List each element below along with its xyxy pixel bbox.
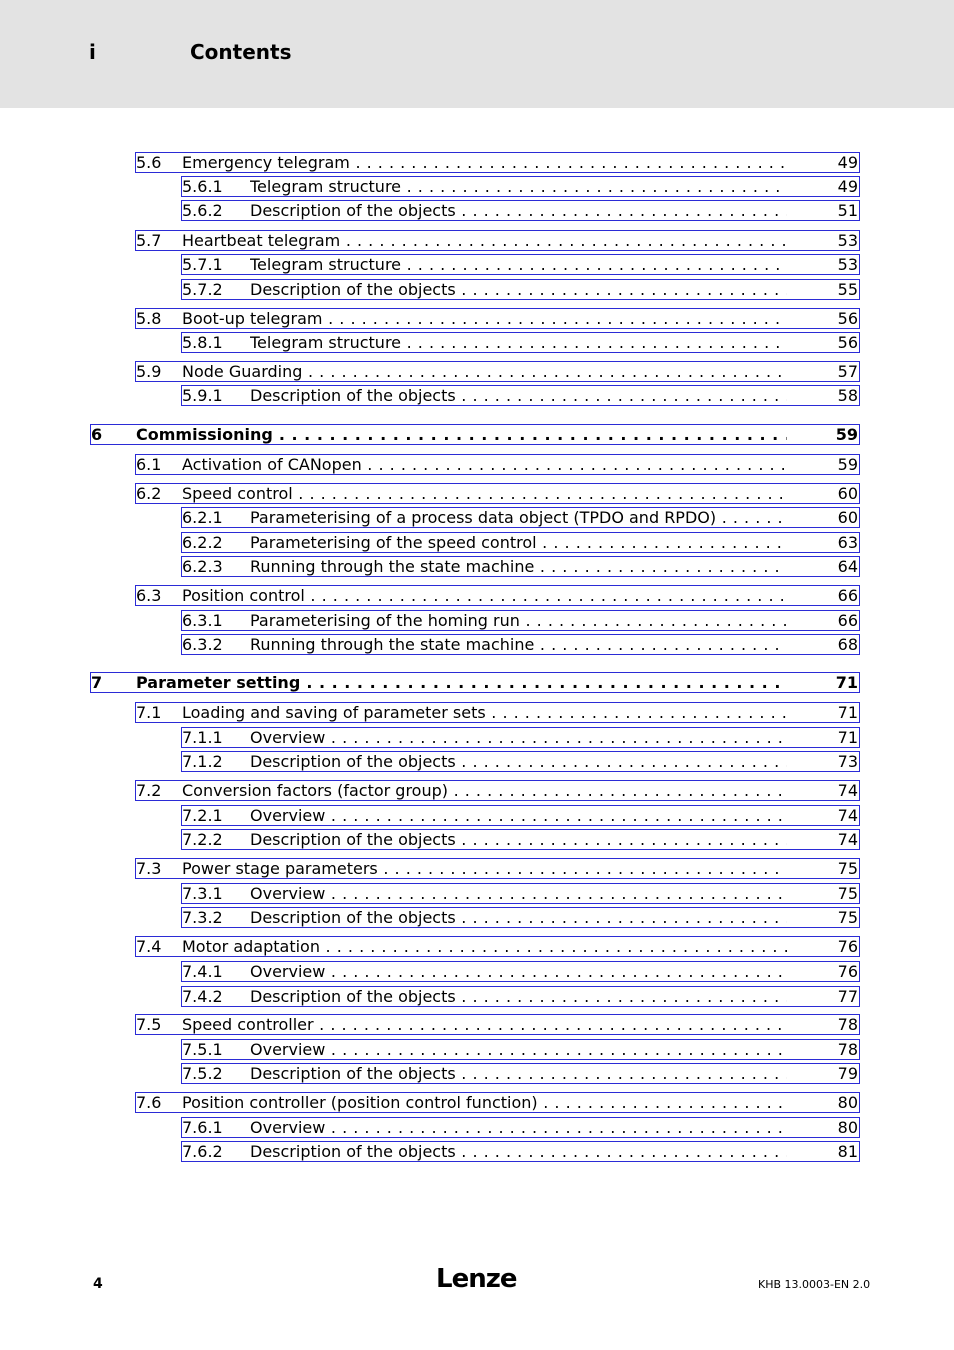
toc-entry-page: 71	[837, 728, 858, 747]
toc-entry-page: 58	[837, 386, 858, 405]
toc-entry[interactable]	[135, 308, 860, 329]
toc-entry[interactable]	[181, 634, 860, 655]
toc-entry[interactable]	[90, 672, 860, 693]
toc-entry[interactable]	[181, 610, 860, 631]
toc-entry[interactable]	[181, 829, 860, 850]
toc-entry-title: Description of the objects . . .	[250, 1064, 787, 1083]
toc-entry-number: 5.6.2	[182, 201, 223, 220]
toc-entry-page: 49	[837, 153, 858, 172]
toc-entry-number: 7.6.2	[182, 1142, 223, 1161]
toc-entry-page: 75	[837, 859, 858, 878]
toc-entry-title: Heartbeat telegram . . .	[182, 231, 787, 250]
toc-entry-title: Description of the objects . . .	[250, 908, 787, 927]
toc-entry-title: Description of the objects . . .	[250, 752, 787, 771]
toc-entry-title: Emergency telegram . . .	[182, 153, 787, 172]
toc-entry[interactable]	[181, 751, 860, 772]
toc-entry-title: Telegram structure . . .	[250, 333, 787, 352]
toc-entry-page: 76	[837, 962, 858, 981]
toc-entry[interactable]	[135, 1014, 860, 1035]
toc-entry-number: 7.4.2	[182, 987, 223, 1006]
toc-entry-number: 7.3.1	[182, 884, 223, 903]
toc-entry[interactable]	[181, 332, 860, 353]
toc-entry[interactable]	[135, 454, 860, 475]
toc-entry-title: Position control . . .	[182, 586, 787, 605]
toc-entry-number: 5.7.2	[182, 280, 223, 299]
toc-entry-page: 64	[837, 557, 858, 576]
toc-entry[interactable]	[181, 254, 860, 275]
toc-entry-number: 7.4.1	[182, 962, 223, 981]
toc-entry-title: Activation of CANopen . . .	[182, 455, 787, 474]
toc-entry-page: 66	[837, 611, 858, 630]
toc-entry[interactable]	[181, 279, 860, 300]
toc-entry-title: Parameterising of a process data object (TPDO and RPDO) . . .	[250, 508, 787, 527]
toc-entry-page: 63	[837, 533, 858, 552]
toc-entry-title: Overview . . .	[250, 728, 787, 747]
toc-entry[interactable]	[181, 1141, 860, 1162]
toc-entry[interactable]	[135, 702, 860, 723]
toc-entry-number: 6.3	[136, 586, 162, 605]
toc-entry-number: 7.2.2	[182, 830, 223, 849]
toc-entry-page: 79	[837, 1064, 858, 1083]
toc-entry-title: Description of the objects . . .	[250, 987, 787, 1006]
toc-entry-number: 7.1	[136, 703, 162, 722]
toc-entry-number: 7.5.1	[182, 1040, 223, 1059]
toc-entry-page: 80	[837, 1118, 858, 1137]
toc-entry[interactable]	[135, 361, 860, 382]
toc-entry-page: 68	[837, 635, 858, 654]
toc-entry-number: 7	[91, 673, 103, 692]
toc-entry-number: 6.2	[136, 484, 162, 503]
toc-entry[interactable]	[181, 385, 860, 406]
toc-entry-number: 5.9	[136, 362, 162, 381]
toc-entry-title: Speed control . . .	[182, 484, 787, 503]
toc-entry-page: 74	[837, 830, 858, 849]
toc-entry[interactable]	[181, 961, 860, 982]
toc-entry-title: Running through the state machine . . .	[250, 635, 787, 654]
toc-entry-title: Telegram structure . . .	[250, 255, 787, 274]
page-header	[0, 0, 954, 108]
toc-entry-page: 51	[837, 201, 858, 220]
toc-entry-page: 60	[837, 484, 858, 503]
toc-entry-page: 75	[837, 908, 858, 927]
toc-entry-number: 7.3.2	[182, 908, 223, 927]
toc-entry-number: 5.9.1	[182, 386, 223, 405]
toc-entry-number: 6.1	[136, 455, 162, 474]
toc-entry-number: 5.6	[136, 153, 162, 172]
toc-entry-page: 56	[837, 309, 858, 328]
page-title: Contents	[190, 40, 292, 64]
toc-entry[interactable]	[181, 532, 860, 553]
toc-entry[interactable]	[135, 1092, 860, 1113]
toc-entry[interactable]	[181, 986, 860, 1007]
toc-entry-title: Description of the objects . . .	[250, 386, 787, 405]
toc-entry[interactable]	[181, 176, 860, 197]
toc-entry[interactable]	[181, 1117, 860, 1138]
toc-entry-number: 7.2	[136, 781, 162, 800]
toc-entry-page: 78	[837, 1015, 858, 1034]
toc-entry[interactable]	[181, 883, 860, 904]
toc-entry-title: Parameter setting . . .	[136, 673, 787, 692]
toc-entry-page: 59	[837, 455, 858, 474]
toc-entry[interactable]	[135, 585, 860, 606]
toc-entry[interactable]	[135, 483, 860, 504]
toc-entry-title: Parameterising of the speed control . . .	[250, 533, 787, 552]
toc-entry-number: 5.8.1	[182, 333, 223, 352]
toc-entry-title: Power stage parameters . . .	[182, 859, 787, 878]
toc-entry-title: Commissioning . . .	[136, 425, 787, 444]
toc-entry-page: 74	[837, 806, 858, 825]
toc-entry-page: 71	[837, 703, 858, 722]
toc-entry[interactable]	[135, 152, 860, 173]
toc-entry[interactable]	[90, 424, 860, 445]
toc-entry-number: 6.2.1	[182, 508, 223, 527]
toc-entry-page: 57	[837, 362, 858, 381]
toc-entry-number: 7.5	[136, 1015, 162, 1034]
toc-entry-page: 59	[835, 425, 858, 444]
toc-entry-number: 5.7	[136, 231, 162, 250]
toc-entry-page: 53	[837, 255, 858, 274]
toc-entry-page: 81	[837, 1142, 858, 1161]
toc-entry-title: Overview . . .	[250, 1040, 787, 1059]
toc-entry-page: 49	[837, 177, 858, 196]
toc-entry[interactable]	[135, 936, 860, 957]
toc-entry-title: Conversion factors (factor group) . . .	[182, 781, 787, 800]
toc-entry-page: 78	[837, 1040, 858, 1059]
page-number: 4	[93, 1276, 103, 1292]
toc-entry-number: 5.8	[136, 309, 162, 328]
toc-entry-page: 56	[837, 333, 858, 352]
toc-entry[interactable]	[181, 727, 860, 748]
toc-entry[interactable]	[135, 780, 860, 801]
toc-entry-number: 7.1.1	[182, 728, 223, 747]
toc-entry-page: 66	[837, 586, 858, 605]
toc-entry-page: 76	[837, 937, 858, 956]
toc-entry[interactable]	[181, 507, 860, 528]
toc-entry-number: 7.2.1	[182, 806, 223, 825]
toc-entry-title: Description of the objects . . .	[250, 1142, 787, 1161]
toc-entry-number: 6.3.1	[182, 611, 223, 630]
toc-entry-number: 7.3	[136, 859, 162, 878]
toc-entry-title: Overview . . .	[250, 884, 787, 903]
toc-entry-number: 6.2.2	[182, 533, 223, 552]
toc-entry-title: Loading and saving of parameter sets . . .	[182, 703, 787, 722]
lenze-logo: Lenze	[436, 1264, 517, 1294]
toc-entry-title: Overview . . .	[250, 806, 787, 825]
toc-entry[interactable]	[181, 1063, 860, 1084]
toc-entry-page: 75	[837, 884, 858, 903]
toc-entry[interactable]	[135, 858, 860, 879]
toc-entry-page: 77	[837, 987, 858, 1006]
toc-entry[interactable]	[181, 805, 860, 826]
toc-entry-title: Description of the objects . . .	[250, 201, 787, 220]
toc-entry[interactable]	[135, 230, 860, 251]
chapter-marker: i	[89, 40, 96, 64]
toc-entry-number: 6	[91, 425, 103, 444]
toc-entry[interactable]	[181, 200, 860, 221]
toc-entry-number: 7.1.2	[182, 752, 223, 771]
toc-entry-title: Overview . . .	[250, 962, 787, 981]
toc-entry-number: 7.5.2	[182, 1064, 223, 1083]
toc-entry-title: Parameterising of the homing run . . .	[250, 611, 787, 630]
toc-entry-number: 7.6.1	[182, 1118, 223, 1137]
toc-entry-title: Boot-up telegram . . .	[182, 309, 787, 328]
toc-entry-title: Running through the state machine . . .	[250, 557, 787, 576]
toc-entry-title: Description of the objects . . .	[250, 280, 787, 299]
toc-entry-number: 5.7.1	[182, 255, 223, 274]
toc-entry-title: Overview . . .	[250, 1118, 787, 1137]
toc-entry-title: Description of the objects . . .	[250, 830, 787, 849]
toc-entry-title: Node Guarding . . .	[182, 362, 787, 381]
toc-entry-page: 74	[837, 781, 858, 800]
toc-entry-title: Motor adaptation . . .	[182, 937, 787, 956]
toc-entry-number: 5.6.1	[182, 177, 223, 196]
toc-entry[interactable]	[181, 1039, 860, 1060]
document-id: KHB 13.0003-EN 2.0	[758, 1278, 871, 1291]
toc-entry-number: 6.2.3	[182, 557, 223, 576]
toc-entry-page: 55	[837, 280, 858, 299]
toc-entry-title: Speed controller . . .	[182, 1015, 787, 1034]
toc-entry-title: Telegram structure . . .	[250, 177, 787, 196]
toc-entry-number: 7.4	[136, 937, 162, 956]
toc-entry-page: 60	[837, 508, 858, 527]
toc-entry-title: Position controller (position control function) . . .	[182, 1093, 787, 1112]
toc-entry-page: 73	[837, 752, 858, 771]
toc-entry-number: 6.3.2	[182, 635, 223, 654]
toc-entry[interactable]	[181, 556, 860, 577]
toc-entry-page: 53	[837, 231, 858, 250]
toc-entry[interactable]	[181, 907, 860, 928]
toc-entry-page: 71	[835, 673, 858, 692]
toc-entry-number: 7.6	[136, 1093, 162, 1112]
toc-entry-page: 80	[837, 1093, 858, 1112]
